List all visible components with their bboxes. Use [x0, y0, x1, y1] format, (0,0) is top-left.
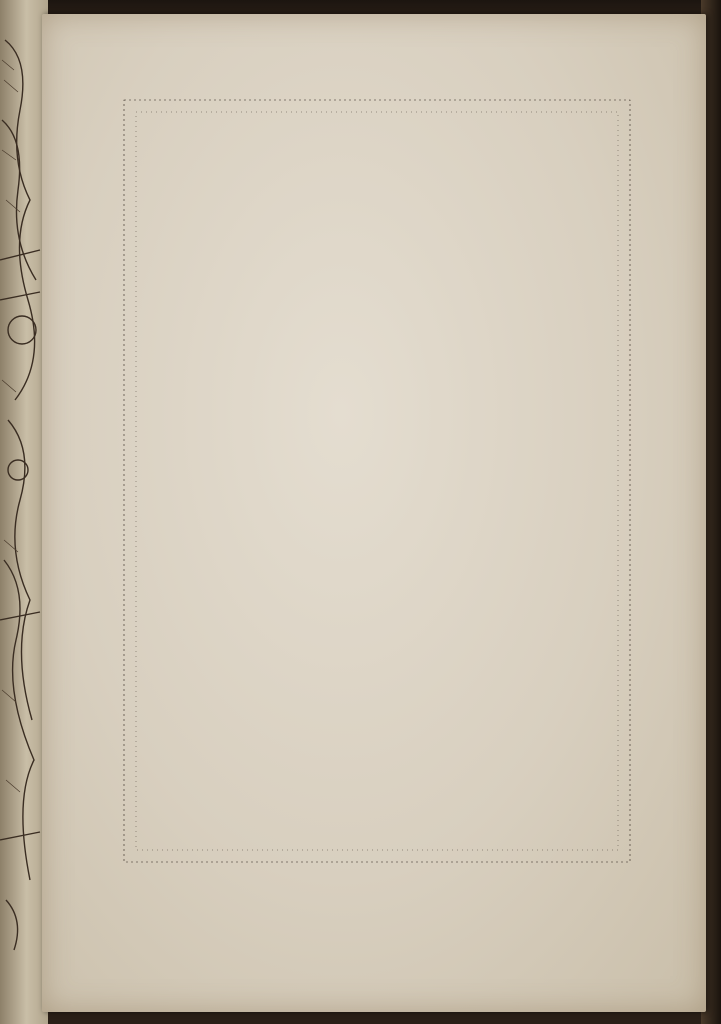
woodcut-engraving-icon: [0, 0, 42, 960]
facing-page: [0, 0, 48, 1024]
fleuron-divider-icon: [162, 572, 582, 590]
fleuron-divider-icon: [170, 756, 590, 772]
